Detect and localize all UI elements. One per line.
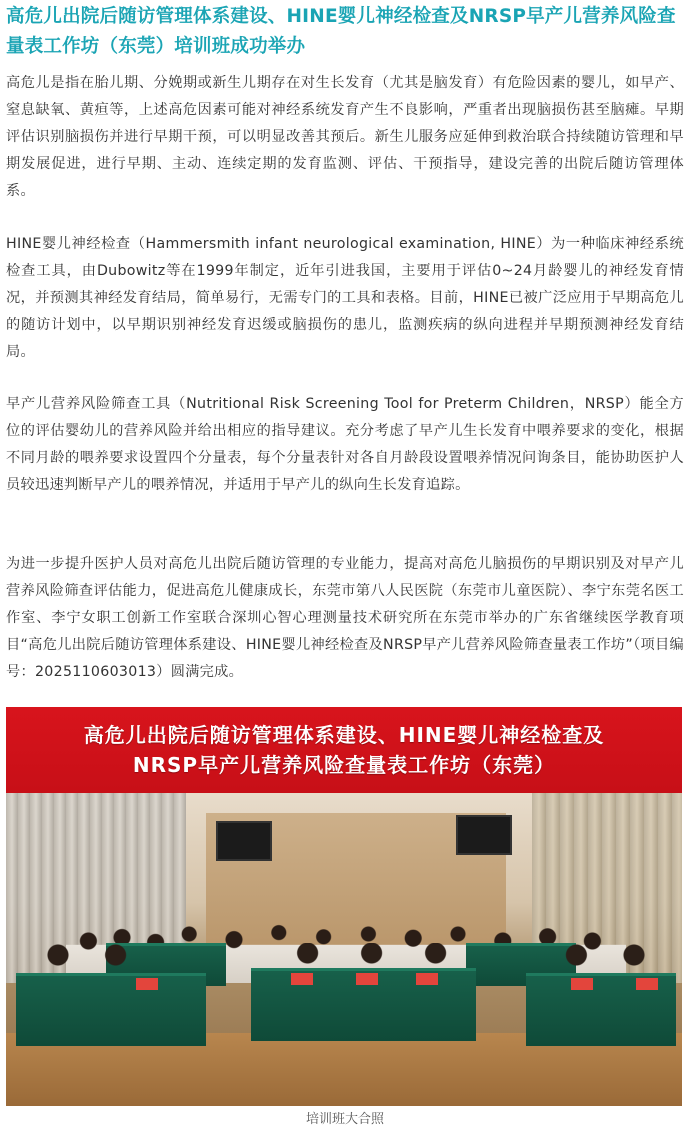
- nameplate: [571, 978, 593, 990]
- banner-line-1: 高危儿出院后随访管理体系建设、HINE婴儿神经检查及: [83, 723, 605, 747]
- paragraph-hine: HINE婴儿神经检查（Hammersmith infant neurological examination, HINE）为一种临床神经系统检查工具，由Dubowitz等在1999年制定，近年引进我国，主要用于评估0~24月龄婴儿的神经发育情况，并预测其神经发育结局，简单易行，无需专门的工具和表格。目前，HINE已被广泛应用于早期高危儿的随访计划中，以早期识别神经发育迟缓或脑损伤的患儿，监测疾病的纵向进程并早期预测神经发育结局。: [6, 236, 684, 360]
- photo-caption: 培训班大合照: [305, 1112, 384, 1127]
- paragraph-workshop-summary: 为进一步提升医护人员对高危儿出院后随访管理的专业能力，提高对高危儿脑损伤的早期识别及对早产儿营养风险筛查评估能力，促进高危儿健康成长，东莞市第八人民医院（东莞市儿童医院）、李宁东莞名医工作室、李宁女职工创新工作室联合深圳心智心理测量技术研究所在东莞市举办的广东省继续医学教育项目“高危儿出院后随访管理体系建设、HINE婴儿神经检查及NRSP早产儿营养风险筛查量表工作坊”（项目编号：2025110603013）圆满完成。: [6, 556, 684, 680]
- front-table-left: [16, 973, 206, 1046]
- banner-line-2: NRSP早产儿营养风险查量表工作坊（东莞）: [132, 753, 556, 777]
- tv-screen-left: [216, 821, 272, 861]
- nameplate: [356, 973, 378, 985]
- tv-screen-right: [456, 815, 512, 855]
- nameplate: [636, 978, 658, 990]
- photo-banner: [6, 707, 682, 793]
- nameplate: [136, 978, 158, 990]
- nameplate: [416, 973, 438, 985]
- photo-scene: [6, 793, 682, 1106]
- article-title: 高危儿出院后随访管理体系建设、HINE婴儿神经检查及NRSP早产儿营养风险查量表工作坊（东莞）培训班成功举办: [6, 6, 676, 57]
- group-photo: [6, 707, 682, 1106]
- nameplate: [291, 973, 313, 985]
- paragraph-nrsp: 早产儿营养风险筛查工具（Nutritional Risk Screening Tool for Preterm Children，NRSP）能全方位的评估婴幼儿的营养风险并给出相应的指导建议。充分考虑了早产儿生长发育中喂养要求的变化，根据不同月龄的喂养要求设置四个分量表，每个分量表针对各自月龄段设置喂养情况问询条目，能协助医护人员较迅速判断早产儿的喂养情况，并适用于早产儿的纵向生长发育追踪。: [6, 396, 684, 493]
- paragraph-high-risk-infants: 高危儿是指在胎儿期、分娩期或新生儿期存在对生长发育（尤其是脑发育）有危险因素的婴儿，如早产、窒息缺氧、黄疸等，上述高危因素可能对神经系统发育产生不良影响，严重者出现脑损伤甚至脑瘫。早期评估识别脑损伤并进行早期干预，可以明显改善其预后。新生儿服务应延伸到救治联合持续随访管理和早期发展促进，进行早期、主动、连续定期的发育监测、评估、干预指导，建设完善的出院后随访管理体系。: [6, 75, 684, 199]
